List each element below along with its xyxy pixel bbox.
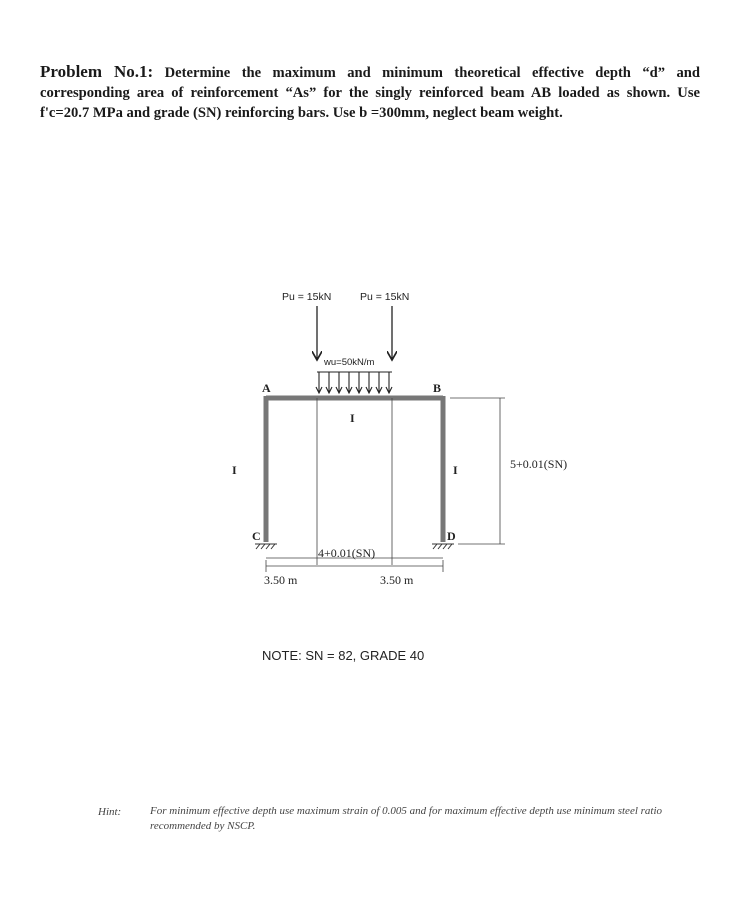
hint-text: For minimum effective depth use maximum strain of 0.005 and for maximum effective depth use minimum steel ratio recommended by NSCP.: [150, 805, 663, 832]
problem-text: Determine the maximum and minimum theoretical effective depth “d” and corresponding area of reinforcement “As” for the singly reinforced beam AB loaded as shown. Use f'c=20.7 MPa and grade (SN) reinforcing bars. Use b =300mm, neglect beam weight.: [40, 65, 700, 121]
node-c-label: C: [252, 529, 261, 543]
problem-number: Problem No.1:: [40, 62, 154, 81]
right-span-label: 3.50 m: [380, 573, 414, 587]
span-dimensions: [266, 560, 443, 572]
node-d-label: D: [447, 529, 456, 543]
beam-inertia-label: I: [350, 411, 355, 425]
support-c-icon: [255, 544, 277, 549]
node-b-label: B: [433, 381, 442, 395]
mid-span-label: 4+0.01(SN): [318, 546, 376, 560]
left-column-inertia-label: I: [232, 463, 237, 477]
udl-label: wu=50kN/m: [324, 357, 375, 368]
height-label: 5+0.01(SN): [510, 457, 568, 471]
support-d-icon: [432, 544, 454, 549]
hint-label: Hint:: [98, 806, 122, 818]
note-text: NOTE: SN = 82, GRADE 40: [262, 648, 425, 663]
distributed-load-arrows-icon: [316, 372, 392, 393]
height-dimension: [450, 398, 505, 544]
left-span-label: 3.50 m: [264, 573, 298, 587]
load-left-label: Pu = 15kN: [282, 291, 332, 303]
load-right-label: Pu = 15kN: [360, 291, 410, 303]
node-a-label: A: [262, 381, 271, 395]
right-column-inertia-label: I: [453, 463, 458, 477]
